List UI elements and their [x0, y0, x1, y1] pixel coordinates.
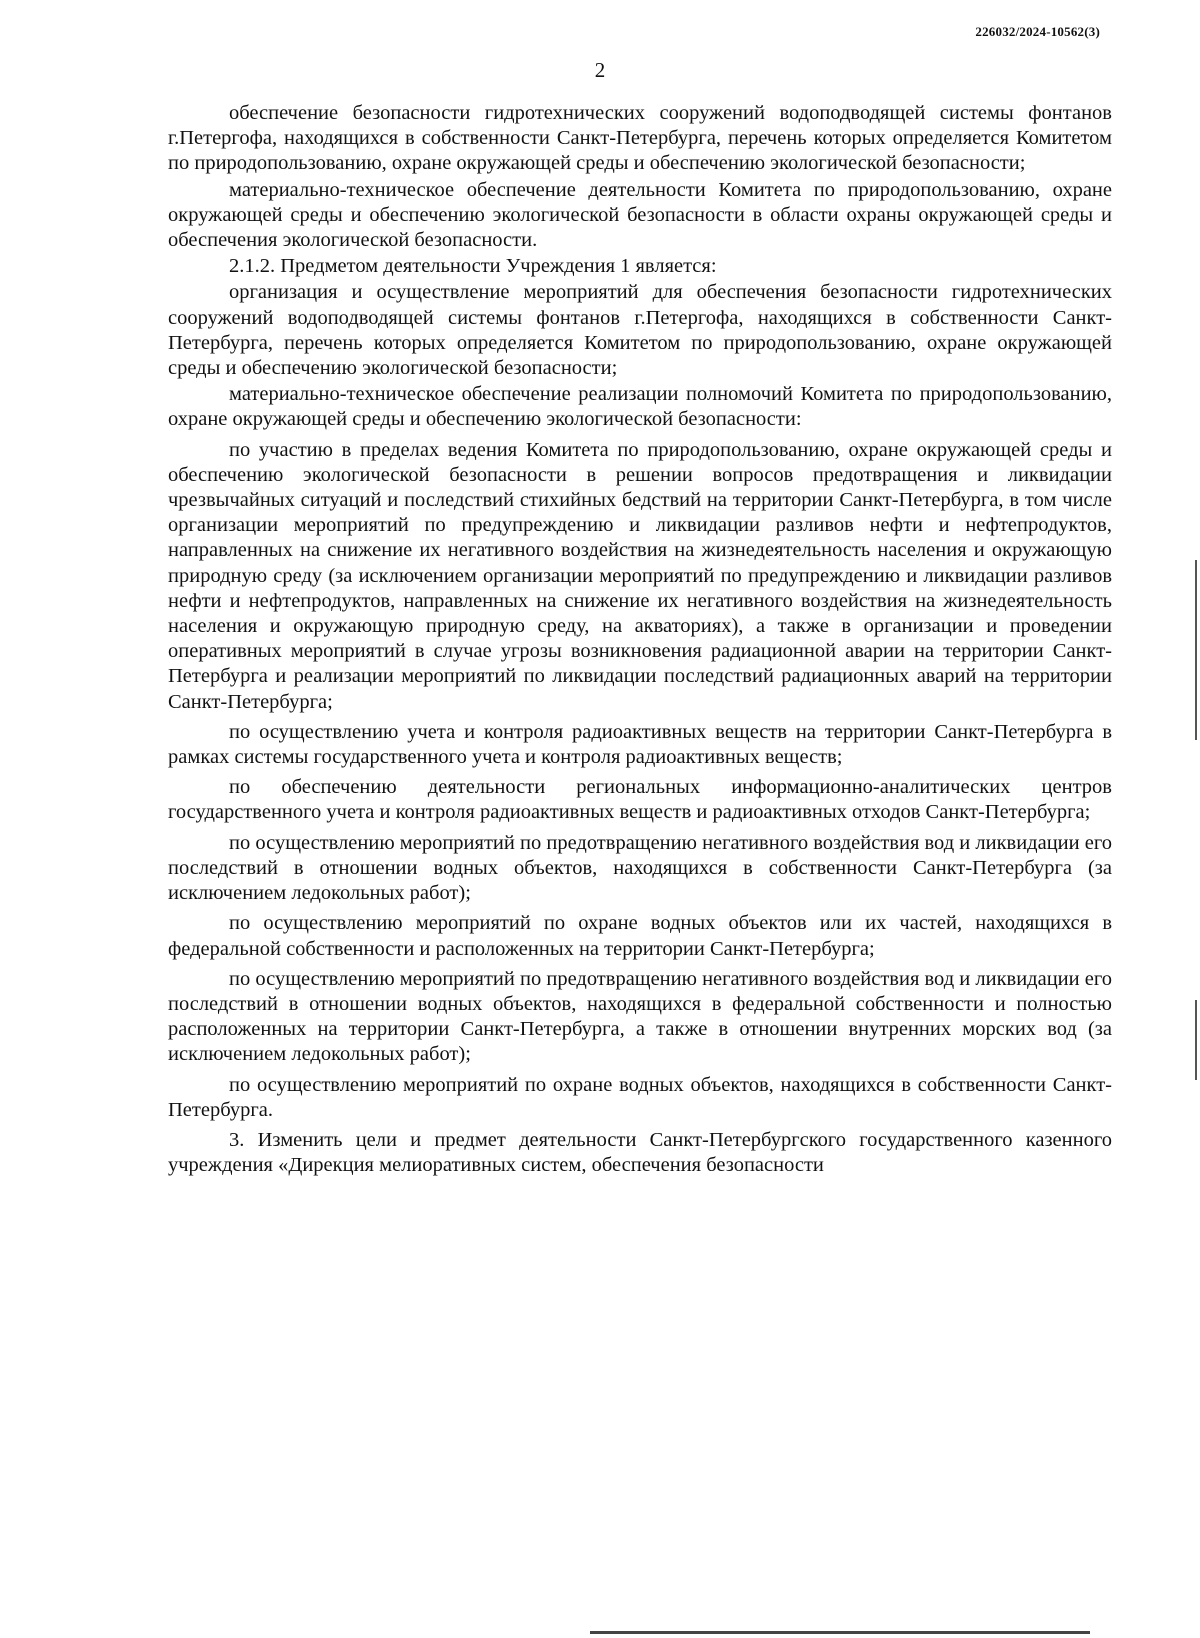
- paragraph: 2.1.2. Предметом деятельности Учреждения 1 является:: [229, 255, 717, 278]
- paragraph: обеспечение безопасности гидротехнических сооружений водоподводящей системы фонтанов г.Петергофа, находящихся в собственности Санкт-Петербурга, перечень которых определяется Комитетом по природопользованию, охране окружающей среды и обеспечению экологической безопасности;: [168, 102, 1112, 175]
- paragraph: материально-техническое обеспечение реализации полномочий Комитета по природопользованию, охране окружающей среды и обеспечению экологической безопасности:: [168, 383, 1112, 431]
- scan-edge-mark: [1195, 560, 1197, 740]
- scan-bottom-line: [590, 1631, 1090, 1634]
- scan-edge-mark: [1195, 1000, 1197, 1080]
- paragraph: по осуществлению мероприятий по охране водных объектов, находящихся в собственности Санкт-Петербурга.: [168, 1073, 1112, 1121]
- paragraph: по осуществлению мероприятий по охране водных объектов или их частей, находящихся в федеральной собственности и расположенных на территории Санкт-Петербурга;: [168, 912, 1112, 960]
- paragraph: по обеспечению деятельности региональных информационно-аналитических центров государственного учета и контроля радиоактивных веществ и радиоактивных отходов Санкт-Петербурга;: [168, 776, 1112, 824]
- paragraph: по осуществлению мероприятий по предотвращению негативного воздействия вод и ликвидации его последствий в отношении водных объектов, находящихся в федеральной собственности и полностью расположенных на территории Санкт-Петербурга, а также в отношении внутренних морских вод (за исключением ледокольных работ);: [168, 967, 1112, 1066]
- paragraph: по участию в пределах ведения Комитета по природопользованию, охране окружающей среды и обеспечению экологической безопасности в решении вопросов предотвращения и ликвидации чрезвычайных ситуаций и последствий стихийных бедствий на территории Санкт-Петербурга, в том числе организации мероприятий по предупреждению и ликвидации разливов нефти и нефтепродуктов, направленных на снижение их негативного воздействия на жизнедеятельность населения и окружающую природную среду (за исключением организации мероприятий по предупреждению и ликвидации разливов нефти и нефтепродуктов, направленных на снижение их негативного воздействия на жизнедеятельность населения и окружающую природную среду, на акваториях), а также в организации и проведении оперативных мероприятий в случае угрозы возникновения радиационной аварии на территории Санкт-Петербурга и реализации мероприятий по ликвидации последствий радиационных аварий на территории Санкт-Петербурга;: [168, 438, 1112, 713]
- paragraph: организация и осуществление мероприятий для обеспечения безопасности гидротехнических сооружений водоподводящей системы фонтанов г.Петергофа, находящихся в собственности Санкт-Петербурга, перечень которых определяется Комитетом по природопользованию, охране окружающей среды и обеспечению экологической безопасности;: [168, 281, 1112, 380]
- page-number: 2: [594, 58, 606, 82]
- paragraph: по осуществлению учета и контроля радиоактивных веществ на территории Санкт-Петербурга в рамках системы государственного учета и контроля радиоактивных веществ;: [168, 720, 1112, 769]
- paragraph: 3. Изменить цели и предмет деятельности Санкт-Петербургского государственного казенного учреждения «Дирекция мелиоративных систем, обеспечения безопасности: [168, 1128, 1112, 1177]
- paragraph: по осуществлению мероприятий по предотвращению негативного воздействия вод и ликвидации его последствий в отношении водных объектов, находящихся в собственности Санкт-Петербурга (за исключением ледокольных работ);: [168, 831, 1112, 905]
- document-body: [168, 101, 1112, 1179]
- document-number: 226032/2024-10562(3): [975, 24, 1100, 39]
- paragraph: материально-техническое обеспечение деятельности Комитета по природопользованию, охране окружающей среды и обеспечению экологической безопасности в области охраны окружающей среды и обеспечения экологической безопасности.: [168, 178, 1112, 252]
